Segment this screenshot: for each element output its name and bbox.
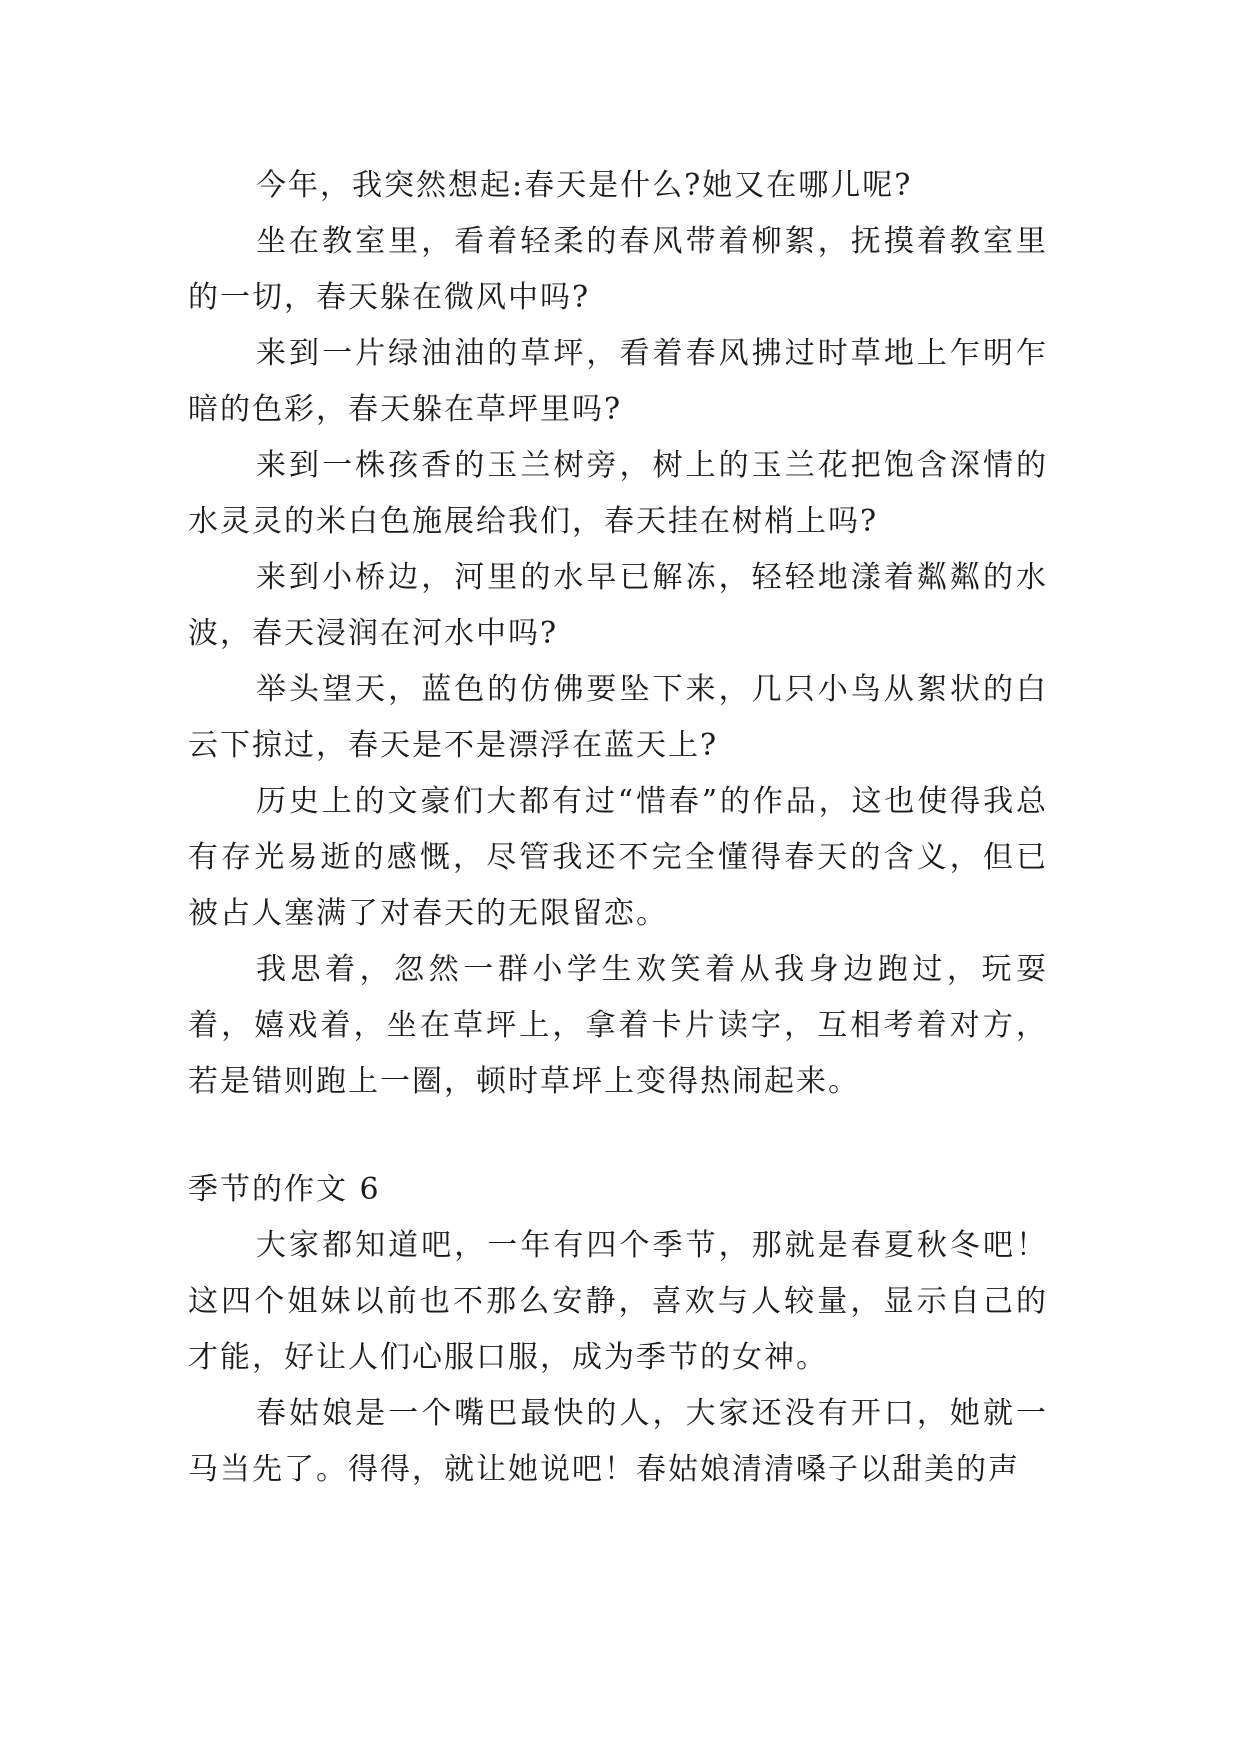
paragraph: 春姑娘是一个嘴巴最快的人，大家还没有开口，她就一马当先了。得得，就让她说吧！春姑娘清清嗓子以甜美的声 <box>188 1396 1048 1487</box>
paragraph: 来到一片绿油油的草坪，看着春风拂过时草地上乍明乍暗的色彩，春天躲在草坪里吗? <box>188 336 1048 427</box>
paragraph: 我思着，忽然一群小学生欢笑着从我身边跑过，玩耍着，嬉戏着，坐在草坪上，拿着卡片读字，互相考着对方，若是错则跑上一圈，顿时草坪上变得热闹起来。 <box>188 952 1048 1099</box>
paragraph: 来到一株孩香的玉兰树旁，树上的玉兰花把饱含深情的水灵灵的米白色施展给我们，春天挂在树梢上吗? <box>188 448 1048 539</box>
paragraph: 举头望天，蓝色的仿佛要坠下来，几只小鸟从絮状的白云下掠过，春天是不是漂浮在蓝天上? <box>188 672 1048 763</box>
section-title: 季节的作文 6 <box>188 1172 381 1207</box>
paragraph: 坐在教室里，看着轻柔的春风带着柳絮，抚摸着教室里的一切，春天躲在微风中吗? <box>188 224 1048 315</box>
document-body <box>188 158 1048 1498</box>
paragraph: 来到小桥边，河里的水早已解冻，轻轻地漾着粼粼的水波，春天浸润在河水中吗? <box>188 560 1048 651</box>
paragraph: 今年，我突然想起:春天是什么?她又在哪儿呢? <box>256 168 913 203</box>
paragraph: 大家都知道吧，一年有四个季节，那就是春夏秋冬吧！这四个姐妹以前也不那么安静，喜欢与人较量，显示自己的才能，好让人们心服口服，成为季节的女神。 <box>188 1228 1048 1375</box>
paragraph: 历史上的文豪们大都有过“惜春”的作品，这也使得我总有存光易逝的感慨，尽管我还不完全懂得春天的含义，但已被占人塞满了对春天的无限留恋。 <box>188 784 1048 931</box>
